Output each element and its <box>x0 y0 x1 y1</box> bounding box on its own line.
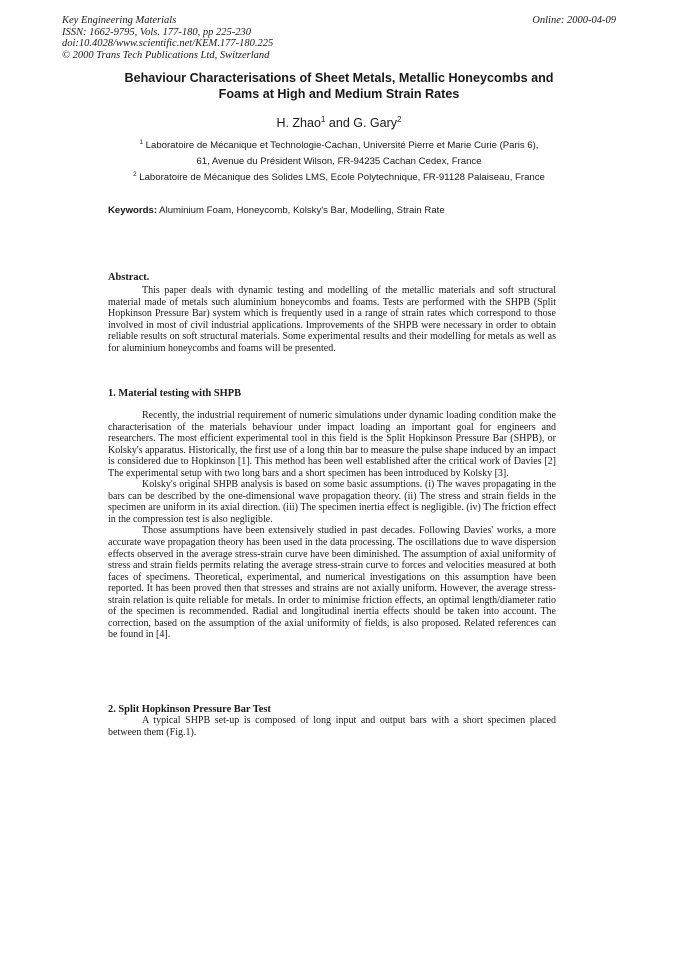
affiliation-2-text: Laboratoire de Mécanique des Solides LMS, Ecole Polytechnique, FR-91128 Palaiseau, France <box>136 172 545 183</box>
section-1-paragraph-1: Recently, the industrial requirement of numeric simulations under dynamic loading condition make the characterisation of the materials behaviour under impact loading an important goal for engineers and researchers. The most efficient experimental tool in this field is the Split Hopkinson Pressure Bar (SHPB), or Kolsky's apparatus. Historically, the first use of a long thin bar to measure the pulse shape induced by an impact is considered due to Hopkinson [1]. This method has been well established after the critical work of Davies [2] The experimental setup with two long bars and a short specimen has been introduced by Kolsky [3]. <box>108 410 556 479</box>
section-2-body <box>108 715 556 738</box>
abstract-text: This paper deals with dynamic testing and modelling of the metallic materials and soft structural material made of metals such aluminium honeycombs and foams. Tests are performed with the SHPB (Split Hopkinson Pressure Bar) system which is frequently used in a range of strain rates which correspond to those involved in most of civil industrial applications. Improvements of the SHPB were necessary in order to obtain reliable results on soft structural materials. Some experimental results and their modelling for metals as well as for aluminium honeycombs and foams will be presented. <box>108 285 556 354</box>
keywords-label: Keywords: <box>108 205 158 216</box>
section-1-paragraph-2: Kolsky's original SHPB analysis is based on some basic assumptions. (i) The waves propagating in the bars can be described by the one-dimensional wave propagation theory. (ii) The stress and strain fields in the specimen are uniform in its axial direction. (iii) The specimen inertia effect is negligible. (iv) The friction effect in the compression test is also negligible. <box>108 479 556 525</box>
doi-line: doi:10.4028/www.scientific.net/KEM.177-180.225 <box>62 38 274 49</box>
paper-title <box>80 70 598 102</box>
author-conjunction: and <box>325 116 354 130</box>
author-1: H. Zhao <box>276 116 321 130</box>
section-1-paragraph-3: Those assumptions have been extensively studied in past decades. Following Davies' works, a more accurate wave propagation theory has been used in the data processing. The oscillations due to wave dispersion effects observed in the average stress-strain curve have been diminished. The assumption of axial uniformity of stress and strain fields permits relating the average stress-strain curve to forces and velocities measured at both faces of specimens. Theoretical, experimental, and numerical investigations on this assumption have been reported. It has been proved then that stresses and strains are not axially uniform. However, the average stress-strain relation is quite reliable for metals. In order to minimise friction effects, an optimal length/diameter ratio of the specimen is recommended. Radial and longitudinal inertia effects should be taken into account. The correction, based on the assumption of the axial uniformity of fields, is also proposed. Related references can be found in [4]. <box>108 525 556 641</box>
author-list <box>0 116 678 130</box>
abstract-body <box>108 285 556 354</box>
section-2-heading: 2. Split Hopkinson Pressure Bar Test <box>108 704 271 715</box>
affiliation-1-text: Laboratoire de Mécanique et Technologie-Cachan, Université Pierre et Marie Curie (Paris 6), <box>142 140 539 151</box>
author-2-affiliation-mark: 2 <box>397 114 402 124</box>
journal-header <box>62 15 273 61</box>
author-2: G. Gary <box>353 116 398 130</box>
affiliation-1-line-1 <box>0 140 678 151</box>
section-1-heading: 1. Material testing with SHPB <box>108 388 242 399</box>
section-2-paragraph-1: A typical SHPB set-up is composed of long input and output bars with a short specimen placed between them (Fig.1). <box>108 715 556 738</box>
affiliation-2 <box>0 172 678 183</box>
copyright-line: © 2000 Trans Tech Publications Ltd, Switzerland <box>62 49 270 61</box>
affiliation-1-mark: 1 <box>139 138 143 146</box>
keywords-list: Aluminium Foam, Honeycomb, Kolsky's Bar, Modelling, Strain Rate <box>157 205 445 216</box>
title-line-1: Behaviour Characterisations of Sheet Metals, Metallic Honeycombs and <box>124 71 554 85</box>
issn-line: ISSN: 1662-9795, Vols. 177-180, pp 225-230 <box>62 26 251 38</box>
online-date: Online: 2000-04-09 <box>532 15 616 26</box>
affiliation-1-line-2: 61, Avenue du Président Wilson, FR-94235 Cachan Cedex, France <box>196 156 482 167</box>
abstract-heading: Abstract. <box>108 272 150 283</box>
affiliation-2-mark: 2 <box>133 170 137 178</box>
author-1-affiliation-mark: 1 <box>320 114 326 124</box>
journal-name: Key Engineering Materials <box>62 15 177 26</box>
title-line-2: Foams at High and Medium Strain Rates <box>218 87 460 101</box>
section-1-body <box>108 410 556 641</box>
keywords <box>108 205 445 216</box>
